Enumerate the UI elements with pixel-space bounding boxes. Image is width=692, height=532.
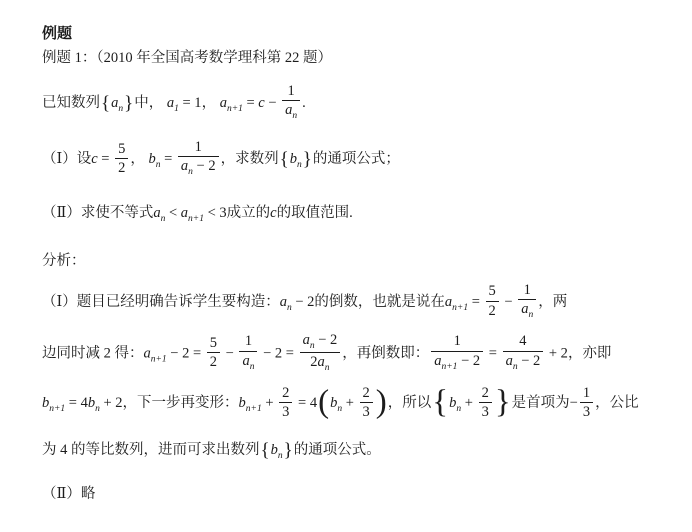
math-operator: 2 [118,159,126,176]
math-operator: 1 [194,138,202,155]
math-operator: < 3 [203,204,227,221]
math-operator: 2 [282,384,290,401]
math-subscript: n [528,309,534,320]
text-run: 的通项公式； [312,150,400,167]
analysis-label: 分析： [42,252,86,269]
math-operator: − 2 = [259,345,298,362]
math-operator: 2 [488,302,496,319]
text-run: 为 4 的等比数列，进而可求出数列 [42,442,260,459]
numerator [503,333,544,351]
fraction [360,385,373,420]
math-operator: + 2 [99,394,123,411]
denominator [503,352,544,373]
math-variable: a [219,94,227,111]
fraction [300,332,341,374]
math-operator: − [222,345,238,362]
denominator [207,353,220,370]
fraction [282,83,300,122]
text-run: 边同时减 2 得： [42,345,144,362]
numerator [479,385,492,403]
numerator [486,283,499,301]
text-run: ，公比 [595,394,639,411]
numerator [431,333,483,351]
math-operator: 1 [287,83,295,99]
math-subscript: n [95,403,100,414]
denominator [580,403,593,420]
math-operator: < [165,204,181,221]
math-operator: − 2 [517,352,541,369]
math-operator: = 4 [294,394,318,411]
math-subscript: n [160,213,166,224]
math-operator: = 4 [65,394,88,411]
math-subscript: n+1 [245,403,262,414]
doc-heading: 例题 [42,26,73,42]
math-subscript: n [292,111,298,122]
math-operator: + [342,394,358,411]
math-operator: 1 [244,333,253,350]
denominator [479,403,492,420]
math-operator: = [160,150,176,167]
fraction [207,335,220,370]
math-subscript: n [155,159,161,170]
math-operator: = [97,150,114,167]
fraction [518,282,536,321]
analysis-para-3 [42,383,666,421]
math-operator: − [569,394,578,411]
math-subscript: n [337,403,343,414]
analysis-para-1 [42,283,666,322]
math-operator: 4 [519,333,527,350]
text-run: 的取值范围 [276,204,350,221]
text-run: ，两 [538,293,568,310]
text-run: 的通项公式。 [293,442,381,459]
math-delimiter: } [124,92,134,114]
math-delimiter: { [279,148,289,170]
numerator [300,332,341,354]
math-operator: − 2 [457,352,481,369]
math-delimiter: } [494,383,511,420]
math-variable: a [242,352,250,369]
fraction [279,385,292,420]
numerator [360,385,373,403]
fraction [431,333,483,372]
problem-given-formula [42,84,666,123]
fraction [178,139,219,178]
denominator [486,302,499,319]
math-operator: − 2 [192,158,216,175]
question-part-1 [42,140,666,179]
text-run: ，下一步再变形： [122,394,239,411]
math-operator: . [349,204,353,221]
text-run: 成立的 [226,204,271,221]
math-delimiter: { [432,383,449,420]
math-variable: a [180,158,189,175]
math-variable: a [166,94,175,111]
math-subscript: n [324,363,330,374]
math-variable: a [302,331,310,348]
math-variable: a [143,345,151,362]
math-subscript: n+1 [441,361,458,372]
math-variable: b [270,442,278,459]
denominator [300,353,341,374]
problem-title: 例题 1：（2010 年全国高考数学理科第 22 题） [42,50,332,66]
math-subscript: n+1 [452,302,469,313]
math-variable: a [180,204,189,221]
math-operator: 1 [453,333,461,350]
denominator [282,101,300,122]
math-variable: a [444,293,453,310]
math-operator: = [242,94,259,111]
text-run: ，亦即 [567,345,612,362]
fraction [115,141,128,176]
math-subscript: n [309,340,315,351]
math-operator: 2 [362,384,370,401]
math-operator: 2 [310,354,318,371]
math-delimiter: { [260,440,270,462]
math-operator: − [500,293,517,310]
math-subscript: n+1 [49,403,66,414]
numerator [279,385,292,403]
denominator [431,352,483,373]
math-delimiter: } [283,440,293,462]
analysis-para-4 [42,440,666,467]
math-subscript: n [249,361,255,372]
fraction [239,333,257,372]
math-variable: a [153,204,161,221]
text-run: （Ⅱ）求使不等式 [42,204,154,221]
math-operator: = [468,293,484,310]
math-variable: b [238,394,246,411]
text-run: 中， [134,94,167,111]
numerator [580,385,593,403]
part-2-answer: （Ⅱ）略 [42,486,96,503]
math-operator: − 2 [291,293,315,310]
text-run: （Ⅰ）设 [42,150,92,167]
math-operator: . [302,94,306,111]
math-variable: b [289,150,297,167]
math-variable: b [330,394,338,411]
math-subscript: n+1 [150,354,167,365]
math-variable: a [505,352,513,369]
math-operator: = 1 [178,94,202,111]
denominator [115,159,128,176]
fraction [479,385,492,420]
math-operator: 2 [209,354,218,371]
math-delimiter: { [101,92,111,114]
fraction [503,333,544,372]
math-variable: a [285,102,293,119]
text-run: 是首项为 [511,394,570,411]
text-run: 的倒数，也就是说在 [314,293,445,310]
math-variable: c [258,94,265,111]
text-run: ，所以 [387,394,432,411]
math-subscript: 1 [174,103,179,114]
text-run: ，再倒数即： [342,345,430,362]
math-subscript: n [296,159,302,170]
numerator [115,141,128,159]
math-operator: 1 [523,281,531,298]
numerator [239,333,257,351]
math-subscript: n [512,361,518,372]
math-variable: a [434,352,442,369]
math-subscript: n [277,451,283,462]
denominator [178,157,219,178]
denominator [239,352,257,373]
math-subscript: n [286,302,292,313]
math-variable: b [42,394,50,411]
math-subscript: n [118,103,124,114]
math-operator: − [264,94,281,111]
math-variable: a [521,300,529,317]
numerator [178,139,219,157]
math-operator: 5 [209,334,218,351]
numerator [207,335,220,353]
numerator [518,282,536,300]
text-run: ， [130,150,149,167]
math-subscript: n [456,403,462,414]
analysis-para-2 [42,333,666,375]
fraction [486,283,499,318]
math-operator: 3 [582,404,591,421]
text-run: ，求数列 [220,150,279,167]
math-variable: b [87,394,96,411]
math-operator: 5 [488,283,496,300]
denominator [518,300,536,321]
text-run: （Ⅰ）题目已经明确告诉学生要构造： [42,293,280,310]
math-operator: + 2 [545,345,568,362]
math-operator: 2 [481,384,489,401]
math-variable: b [148,150,156,167]
math-variable: a [317,354,325,371]
math-variable: a [111,94,119,111]
text-run: 已知数列 [42,94,100,111]
denominator [279,403,292,420]
math-operator: − 2 [314,331,338,348]
math-subscript: n [188,167,193,178]
math-subscript: n+1 [188,213,204,224]
fraction [580,385,593,420]
math-operator: 1 [582,384,591,401]
numerator [282,83,300,101]
math-delimiter: } [302,148,312,170]
math-operator: 3 [362,404,370,421]
math-variable: c [91,150,98,167]
math-operator: − 2 = [166,345,205,362]
math-operator: 5 [118,140,126,157]
math-operator: + [461,394,477,411]
math-delimiter: ) [375,383,387,420]
math-subscript: n+1 [226,103,243,114]
math-variable: b [449,394,457,411]
math-delimiter: ( [318,383,330,420]
text-run: ， [201,94,220,111]
math-variable: a [279,293,287,310]
math-operator: 3 [282,404,290,421]
question-part-2 [42,203,666,230]
math-operator: + [261,394,278,411]
math-operator: 3 [481,404,489,421]
math-variable: c [270,204,277,221]
denominator [360,403,373,420]
math-operator: = [485,345,501,362]
